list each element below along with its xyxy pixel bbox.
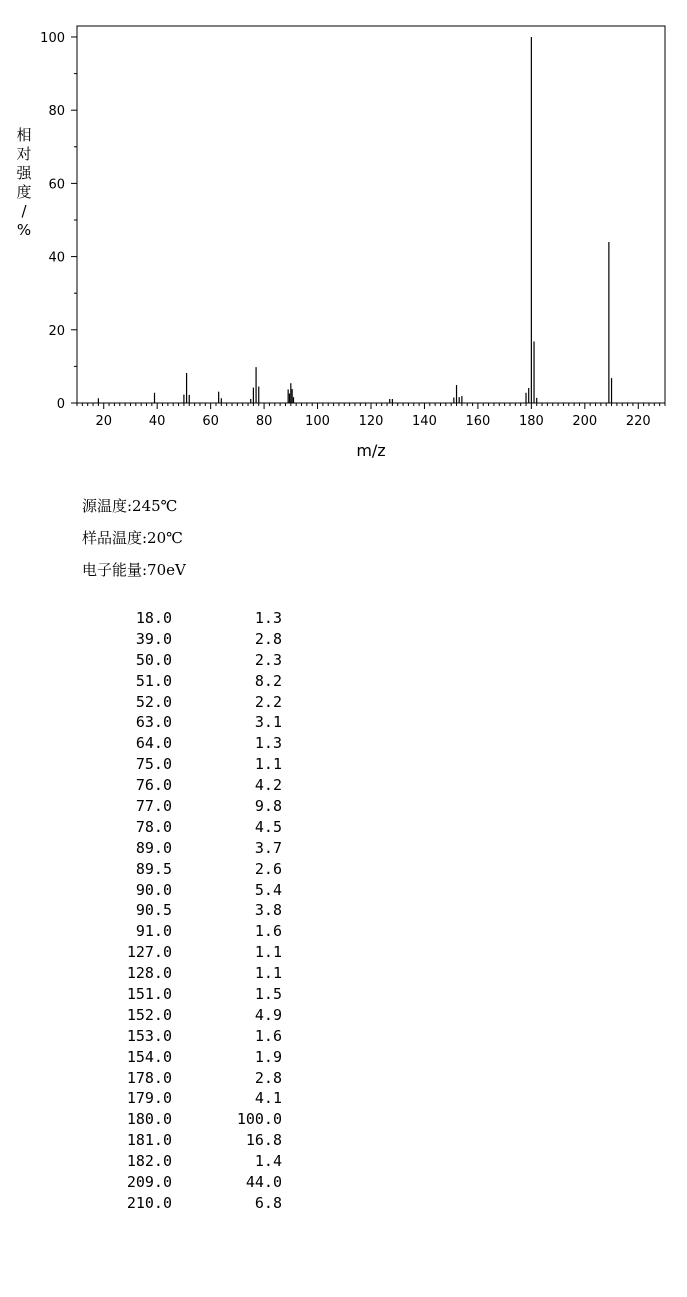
mz-value: 39.0 [135, 629, 172, 648]
intensity-value: 2.3 [254, 650, 282, 669]
mz-value: 153.0 [126, 1026, 172, 1045]
table-row [90, 629, 282, 650]
mz-value: 152.0 [126, 1005, 172, 1024]
mz-value: 18.0 [135, 609, 172, 627]
mz-value: 77.0 [135, 797, 172, 816]
intensity-value: 100.0 [236, 1110, 282, 1129]
table-row [90, 817, 282, 838]
peak-table [90, 608, 282, 1214]
table-row [90, 838, 282, 859]
mz-value: 151.0 [126, 985, 172, 1004]
intensity-value: 3.8 [254, 901, 282, 920]
mz-value: 90.5 [135, 901, 172, 920]
mz-value: 210.0 [126, 1193, 172, 1212]
mz-value: 127.0 [126, 943, 172, 962]
intensity-value: 4.1 [254, 1089, 282, 1108]
table-row [90, 900, 282, 921]
x-tick-label: 120 [358, 414, 384, 429]
x-tick-label: 60 [202, 414, 219, 429]
mz-value: 75.0 [135, 755, 172, 774]
intensity-value: 8.2 [254, 671, 282, 690]
x-tick-label: 20 [95, 414, 113, 429]
intensity-value: 4.5 [254, 817, 282, 836]
y-axis-label [16, 126, 32, 239]
x-tick-label: 160 [465, 414, 491, 429]
mz-value: 89.0 [135, 838, 172, 857]
x-axis [77, 403, 665, 429]
intensity-value: 2.8 [254, 629, 282, 648]
mz-value: 63.0 [135, 713, 172, 732]
intensity-value: 1.1 [254, 964, 282, 983]
table-row [90, 859, 282, 880]
intensity-value: 6.8 [254, 1193, 282, 1212]
intensity-value: 1.5 [254, 985, 282, 1004]
mz-value: 91.0 [135, 922, 172, 941]
intensity-value: 9.8 [254, 797, 282, 816]
intensity-value: 2.8 [254, 1068, 282, 1087]
intensity-value: 1.1 [254, 755, 282, 774]
table-row [90, 692, 282, 713]
table-row [90, 754, 282, 775]
intensity-value: 3.1 [254, 713, 282, 732]
table-row [90, 942, 282, 963]
y-tick-label: 0 [56, 397, 65, 412]
intensity-value: 1.3 [254, 609, 282, 627]
y-label-char: % [16, 221, 32, 239]
sample-temperature: 样品温度:20℃ [82, 529, 183, 547]
mz-value: 50.0 [135, 650, 172, 669]
x-tick-label: 140 [412, 414, 437, 429]
peak-series [98, 37, 611, 403]
intensity-value: 1.6 [254, 1026, 282, 1045]
mz-value: 180.0 [126, 1110, 172, 1129]
table-row [90, 775, 282, 796]
table-row [90, 984, 282, 1005]
y-label-char: 相 [16, 126, 32, 144]
y-tick-label: 20 [48, 323, 65, 339]
table-row [90, 1172, 282, 1193]
mz-value: 78.0 [135, 817, 172, 836]
y-tick-label: 40 [48, 250, 65, 266]
table-row [90, 1068, 282, 1089]
mz-value: 64.0 [135, 734, 172, 753]
table-row [90, 1193, 282, 1214]
intensity-value: 5.4 [254, 880, 282, 899]
mz-value: 90.0 [135, 880, 172, 899]
mz-value: 154.0 [126, 1047, 172, 1066]
table-row [90, 963, 282, 984]
plot-frame [77, 26, 665, 403]
mz-value: 178.0 [126, 1068, 172, 1087]
intensity-value: 1.6 [254, 922, 282, 941]
intensity-value: 4.9 [254, 1005, 282, 1024]
table-row [90, 671, 282, 692]
y-label-char: / [21, 202, 27, 220]
y-tick-label: 100 [40, 30, 65, 46]
table-row [90, 1151, 282, 1172]
source-temperature: 源温度:245℃ [82, 497, 178, 515]
intensity-value: 1.3 [254, 734, 282, 753]
table-row [90, 921, 282, 942]
mz-value: 179.0 [126, 1089, 172, 1108]
table-row [90, 1109, 282, 1130]
table-row [90, 608, 282, 629]
table-row [90, 1130, 282, 1151]
x-tick-label: 100 [305, 414, 330, 429]
x-tick-label: 200 [572, 414, 598, 429]
table-row [90, 1047, 282, 1068]
y-tick-label: 60 [48, 177, 65, 193]
x-tick-label: 180 [518, 414, 544, 429]
mz-value: 51.0 [135, 671, 172, 690]
intensity-value: 44.0 [245, 1173, 282, 1192]
intensity-value: 16.8 [245, 1131, 282, 1150]
y-axis [40, 31, 77, 412]
mz-value: 76.0 [135, 776, 172, 795]
mz-value: 89.5 [135, 859, 172, 878]
y-label-char: 强 [16, 164, 32, 182]
intensity-value: 2.2 [254, 692, 282, 711]
intensity-value: 1.4 [254, 1152, 282, 1171]
x-tick-label: 40 [148, 414, 166, 429]
table-row [90, 880, 282, 901]
table-row [90, 733, 282, 754]
mz-value: 128.0 [126, 964, 172, 983]
mz-value: 209.0 [126, 1173, 172, 1192]
mz-value: 182.0 [126, 1152, 172, 1171]
mz-value: 181.0 [126, 1131, 172, 1150]
intensity-value: 3.7 [254, 838, 282, 857]
mass-spectrum-chart [0, 0, 687, 470]
intensity-value: 1.9 [254, 1047, 282, 1066]
intensity-value: 1.1 [254, 943, 282, 962]
y-label-char: 度 [16, 183, 32, 201]
table-row [90, 1088, 282, 1109]
electron-energy: 电子能量:70eV [82, 561, 186, 579]
table-row [90, 650, 282, 671]
intensity-value: 2.6 [254, 859, 282, 878]
table-row [90, 796, 282, 817]
y-label-char: 对 [16, 145, 32, 163]
table-row [90, 1005, 282, 1026]
y-tick-label: 80 [48, 104, 65, 120]
table-row [90, 712, 282, 733]
x-tick-label: 220 [625, 414, 651, 429]
x-tick-label: 80 [255, 414, 273, 429]
intensity-value: 4.2 [254, 776, 282, 795]
mz-value: 52.0 [135, 692, 172, 711]
x-axis-label: m/z [356, 441, 386, 460]
table-row [90, 1026, 282, 1047]
